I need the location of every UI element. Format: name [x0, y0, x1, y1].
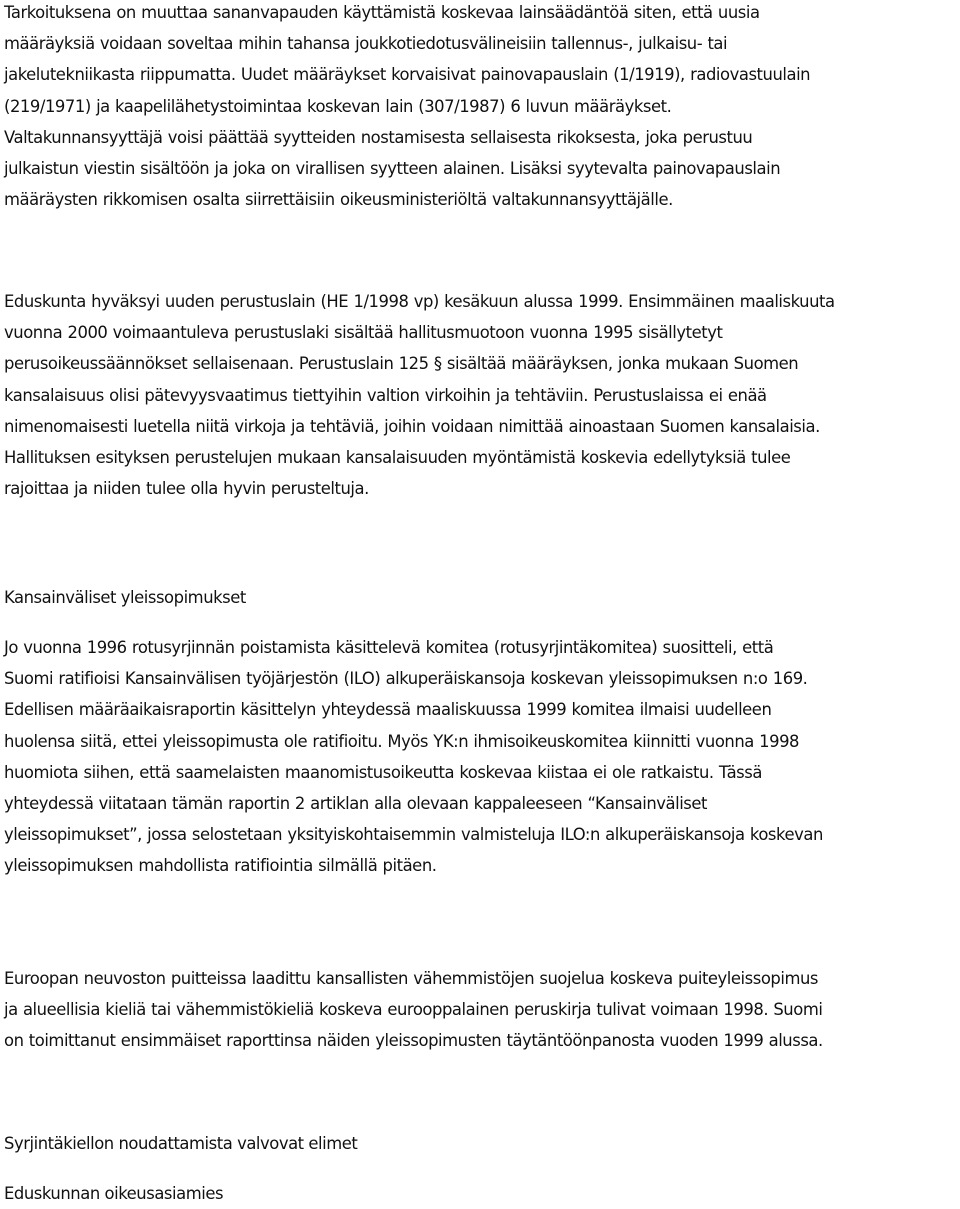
paragraph-line: määräyksiä voidaan soveltaa mihin tahansa joukkotiedotusvälineisiin tallennus-, julkaisu- tai [4, 34, 728, 54]
paragraph-line: yleissopimukset”, jossa selostetaan yksityiskohtaisemmin valmisteluja ILO:n alkuperäiskansoja koskevan [4, 825, 823, 845]
paragraph-ilo-convention [4, 632, 823, 882]
paragraph-line: perusoikeussäännökset sellaisenaan. Perustuslain 125 § sisältää määräyksen, jonka mukaan Suomen [4, 354, 799, 374]
paragraph-line: Euroopan neuvoston puitteissa laadittu kansallisten vähemmistöjen suojelua koskeva puiteyleissopimus [4, 969, 819, 988]
paragraph-line: julkaistun viestin sisältöön ja joka on virallisen syytteen alainen. Lisäksi syytevalta painovapauslain [4, 159, 781, 179]
paragraph-line: Valtakunnansyyttäjä voisi päättää syytteiden nostamisesta sellaisesta rikoksesta, joka perustuu [4, 127, 753, 147]
paragraph-line: yhteydessä viitataan tämän raportin 2 artiklan alla olevaan kappaleeseen “Kansainväliset [4, 794, 708, 814]
paragraph-line: Suomi ratifioisi Kansainvälisen työjärjestön (ILO) alkuperäiskansoja koskevan yleissopimuksen n:o 169. [4, 669, 808, 689]
paragraph-line: kansalaisuus olisi pätevyysvaatimus tiettyihin valtion virkoihin ja tehtäviin. Perustuslaissa ei enää [4, 385, 767, 405]
paragraph-line: rajoittaa ja niiden tulee olla hyvin perusteltuja. [4, 479, 369, 499]
paragraph-line: jakelutekniikasta riippumatta. Uudet määräykset korvaisivat painovapauslain (1/1919), radiovastuulain [4, 65, 811, 85]
paragraph-line: Jo vuonna 1996 rotusyrjinnän poistamista käsittelevä komitea (rotusyrjintäkomitea) suositteli, että [4, 638, 774, 657]
paragraph-council-of-europe [4, 963, 823, 1057]
paragraph-line: Eduskunta hyväksyi uuden perustuslain (HE 1/1998 vp) kesäkuun alussa 1999. Ensimmäinen maaliskuuta [4, 292, 835, 311]
paragraph-line: Edellisen määräaikaisraportin käsittelyn yhteydessä maaliskuussa 1999 komitea ilmaisi uudelleen [4, 700, 772, 720]
paragraph-line: huolensa siitä, ettei yleissopimusta ole ratifioitu. Myös YK:n ihmisoikeuskomitea kiinnitti vuonna 1998 [4, 731, 800, 751]
paragraph-line: nimenomaisesti luetella niitä virkoja ja tehtäviä, joihin voidaan nimittää ainoastaan Suomen kansalaisia. [4, 416, 820, 436]
paragraph-line: ja alueellisia kieliä tai vähemmistökieliä koskeva eurooppalainen peruskirja tulivat voimaan 1998. Suomi [4, 1000, 823, 1020]
paragraph-line: määräysten rikkomisen osalta siirrettäisiin oikeusministeriöltä valtakunnansyyttäjälle. [4, 190, 673, 210]
paragraph-line: on toimittanut ensimmäiset raporttinsa näiden yleissopimusten täytäntöönpanosta vuoden 1999 alussa. [4, 1031, 823, 1051]
paragraph-line: (219/1971) ja kaapelilähetystoimintaa koskevan lain (307/1987) 6 luvun määräykset. [4, 96, 672, 116]
section-heading-international-conventions: Kansainväliset yleissopimukset [4, 588, 246, 607]
paragraph-line: Tarkoituksena on muuttaa sananvapauden käyttämistä koskevaa lainsäädäntöä siten, että uusia [4, 3, 760, 22]
paragraph-line: huomiota siihen, että saamelaisten maanomistusoikeutta koskevaa kiistaa ei ole ratkaistu. Tässä [4, 762, 762, 782]
section-heading-monitoring-bodies: Syrjintäkiellon noudattamista valvovat elimet [4, 1134, 358, 1153]
paragraph-freedom-of-expression [4, 0, 810, 215]
paragraph-line: Hallituksen esityksen perustelujen mukaan kansalaisuuden myöntämistä koskevia edellytyksiä tulee [4, 448, 791, 468]
paragraph-line: yleissopimuksen mahdollista ratifiointia silmällä pitäen. [4, 856, 437, 876]
paragraph-constitution [4, 286, 835, 504]
paragraph-line: vuonna 2000 voimaantuleva perustuslaki sisältää hallitusmuotoon vuonna 1995 sisällytetyt [4, 323, 723, 343]
section-heading-parliamentary-ombudsman: Eduskunnan oikeusasiamies [4, 1184, 224, 1203]
